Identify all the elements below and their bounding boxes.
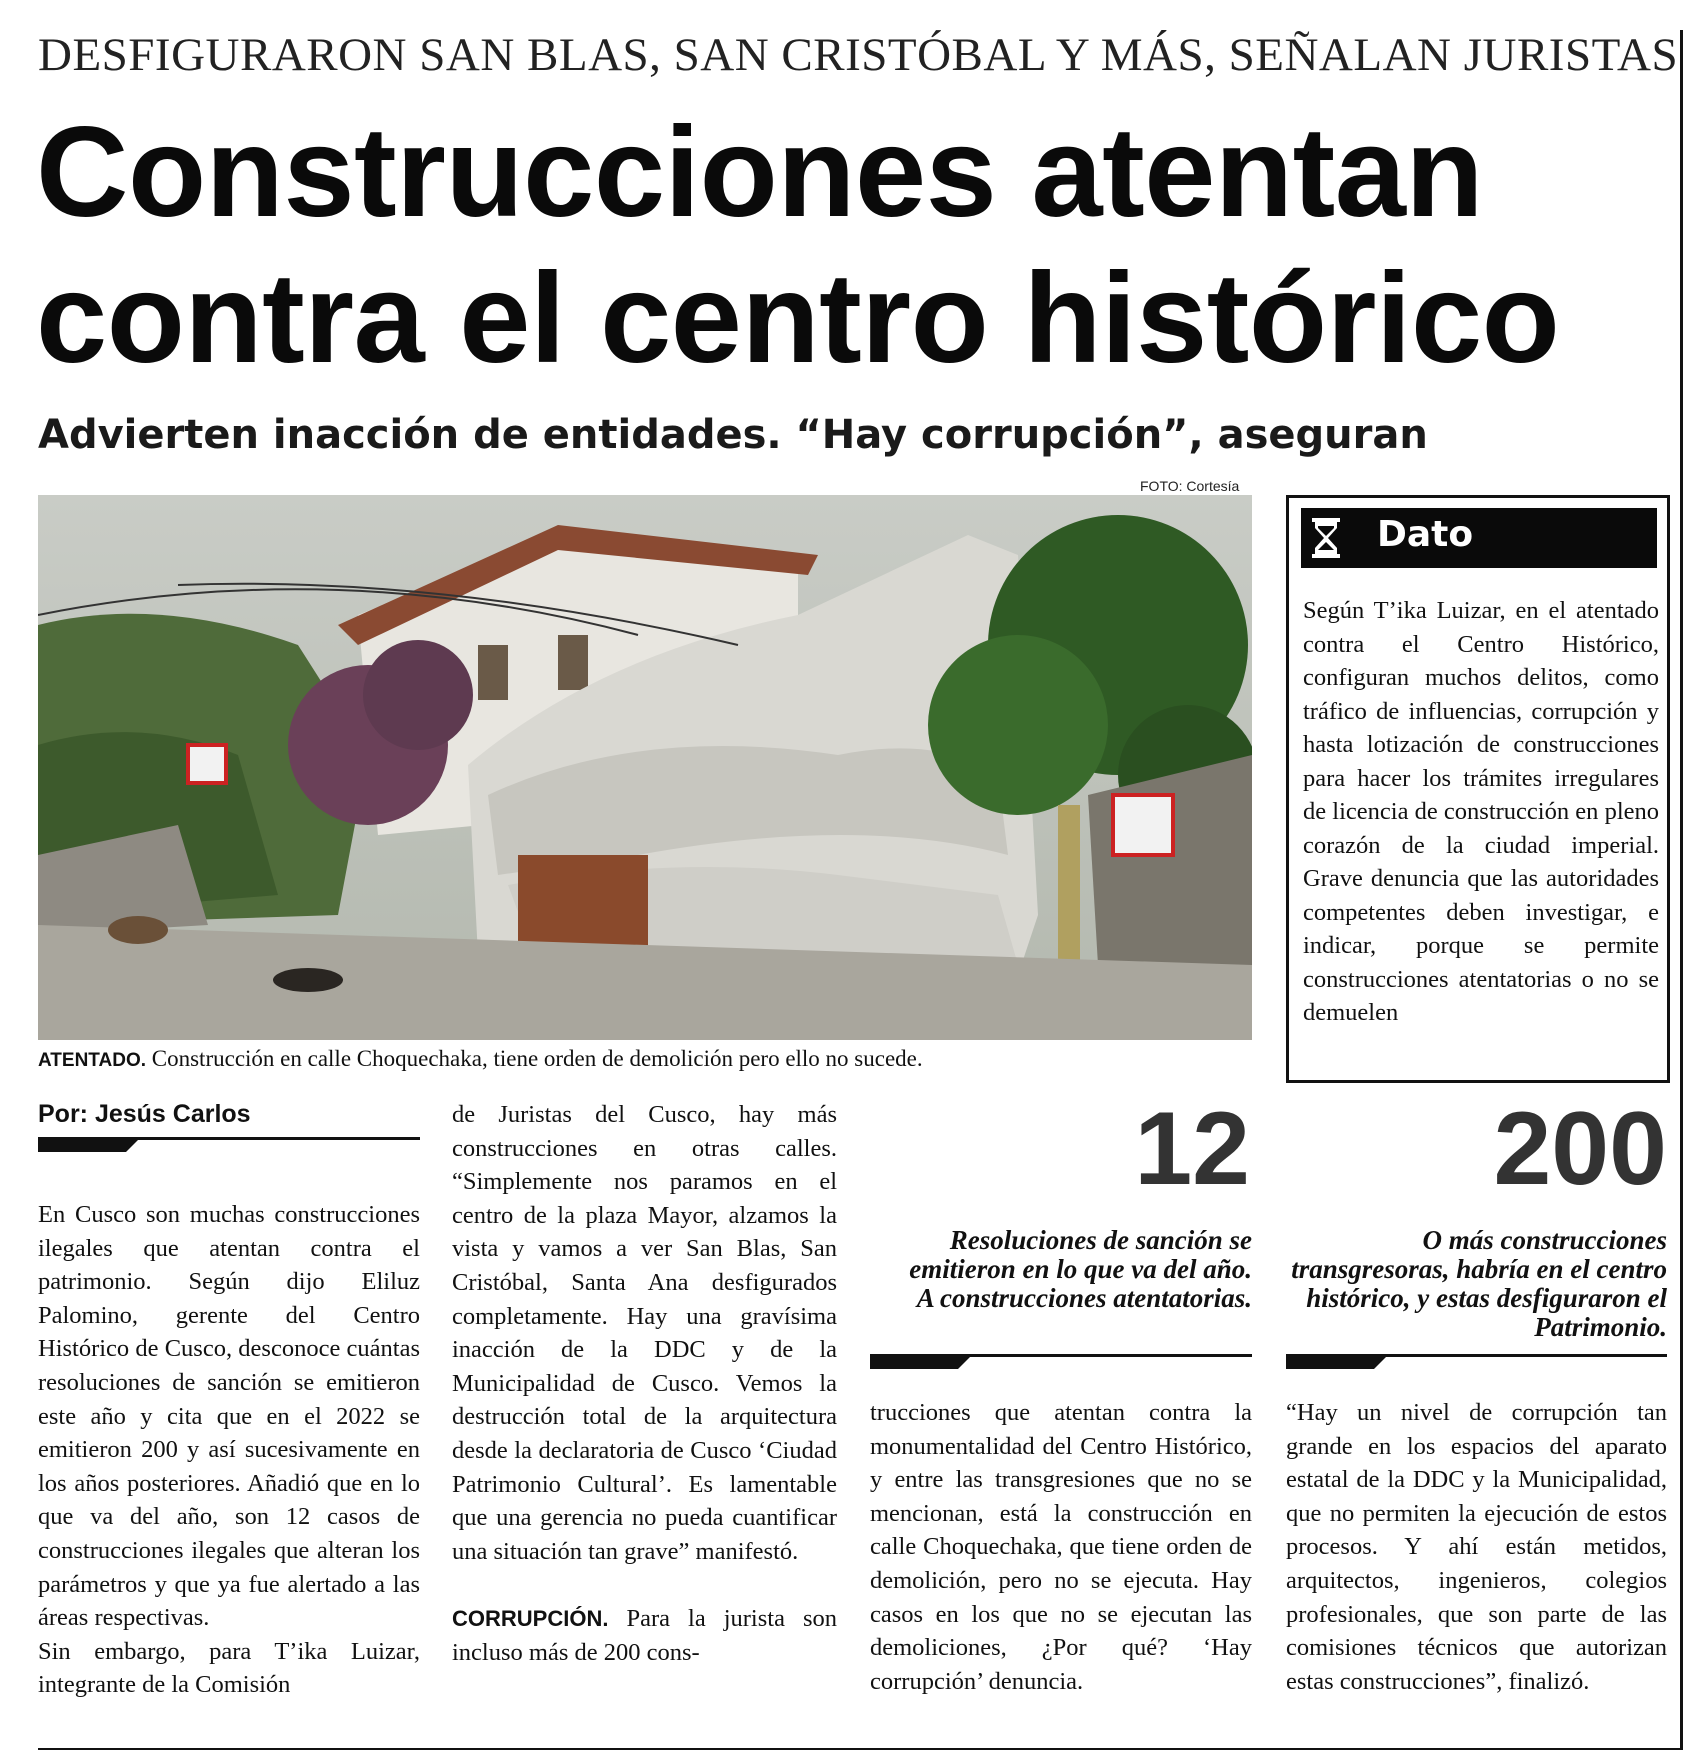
byline-rule: [38, 1137, 420, 1140]
hourglass-icon: [1311, 518, 1341, 558]
stat-1-number: 12: [1134, 1091, 1250, 1207]
photo-caption: [38, 1046, 923, 1072]
dato-text: Según T’ika Luizar, en el atentado contra el Centro Histórico, configuran muchos delitos, como tráfico de influencias, corrupción y hasta lotización de construcciones para hacer los trámites irregulares de licencia de construcción en pleno corazón de la ciudad imperial. Grave denuncia que las autoridades competentes deben investigar, e indicar, porque se permite construcciones atentatorias o no se demuelen: [1303, 597, 1659, 1026]
byline-rule-tab: [38, 1140, 138, 1152]
column-4-paragraph-1: “Hay un nivel de corrupción tan grande en los espacios del aparato estatal de la DDC y la Municipalidad, que no permiten la ejecución de estos procesos. Y ahí están metidos, arquitectos, ingenieros, colegios profesionales, que son parte de las comisiones técnicos que autorizan estas construcciones”, finalizó.: [1286, 1399, 1667, 1695]
construction-photo-illustration: [38, 495, 1252, 1040]
dato-title: Dato: [1377, 514, 1474, 555]
stat-2-text: O más construcciones transgresoras, habría en el centro histórico, y estas desfiguraron el Patrimonio.: [1291, 1225, 1667, 1342]
stat-2-number: 200: [1493, 1091, 1667, 1207]
article-photo: [38, 495, 1252, 1040]
stat-2-rule-tab: [1286, 1357, 1386, 1369]
column-2-paragraph-2: [452, 1602, 837, 1669]
column-2: [452, 1098, 837, 1670]
headline-line-2: contra el centro histórico: [36, 247, 1560, 390]
photo-credit: FOTO: Cortesía: [1140, 478, 1240, 494]
column-1: [38, 1198, 420, 1702]
stat-1-rule: [870, 1354, 1252, 1357]
dato-box: [1286, 495, 1670, 1083]
column-3: [870, 1396, 1252, 1698]
byline: Por: Jesús Carlos: [38, 1100, 251, 1128]
column-4: [1286, 1396, 1667, 1698]
page-bottom-rule: [38, 1748, 1680, 1750]
column-1-paragraph-2: Sin embargo, para T’ika Luizar, integrante de la Comisión: [38, 1637, 420, 1699]
column-2-paragraph-1: de Juristas del Cusco, hay más construcciones en otras calles. “Simplemente nos paramos en el centro de la plaza Mayor, alzamos la vista y vamos a ver San Blas, San Cristóbal, Santa Ana desfigurados completamente. Hay una gravísima inacción de la DDC y de la Municipalidad de Cusco. Vemos la destrucción total de la arquitectura desde la declaratoria de Cusco ‘Ciudad Patrimonio Cultural’. Es lamentable que una gerencia no pueda cuantificar una situación tan grave” manifestó.: [452, 1101, 837, 1565]
kicker: DESFIGURARON SAN BLAS, SAN CRISTÓBAL Y MÁS, SEÑALAN JURISTAS: [38, 29, 1679, 81]
subheadline: Advierten inacción de entidades. “Hay corrupción”, aseguran: [38, 412, 1428, 458]
column-2-paragraph-2-text: Para la jurista son incluso más de 200 cons-: [452, 1605, 837, 1666]
page-vertical-rule: [1680, 30, 1683, 1750]
column-1-paragraph-1: En Cusco son muchas construcciones ilegales que atentan contra el patrimonio. Según dijo Eliluz Palomino, gerente del Centro Histórico de Cusco, desconoce cuántas resoluciones de sanción se emitieron este año y cita que en el 2022 se emitieron 200 y así sucesivamente en los años posteriores. Añadió que en lo que va del año, son 12 casos de construcciones ilegales que alteran los parámetros y que ya fue alertado a las áreas respectivas.: [38, 1201, 420, 1632]
headline: [36, 100, 1559, 392]
stat-2-rule: [1286, 1354, 1667, 1357]
caption-tag: ATENTADO.: [38, 1050, 147, 1071]
dato-header: [1301, 508, 1657, 568]
column-3-paragraph-1: trucciones que atentan contra la monumentalidad del Centro Histórico, y entre las transgresiones que no se mencionan, está la construcción en calle Choquechaka, que tiene orden de demolición, pero no se ejecuta. Hay casos en los que no se ejecutan las demoliciones, ¿Por qué? ‘Hay corrupción’ denuncia.: [870, 1399, 1252, 1695]
corrupcion-subhead: CORRUPCIÓN.: [452, 1606, 609, 1632]
headline-line-1: Construcciones atentan: [36, 101, 1484, 244]
caption-text: Construcción en calle Choquechaka, tiene orden de demolición pero ello no sucede.: [146, 1046, 923, 1071]
stat-1-text: Resoluciones de sanción se emitieron en lo que va del año. A construcciones atentatorias.: [909, 1225, 1252, 1313]
stat-1-rule-tab: [870, 1357, 970, 1369]
